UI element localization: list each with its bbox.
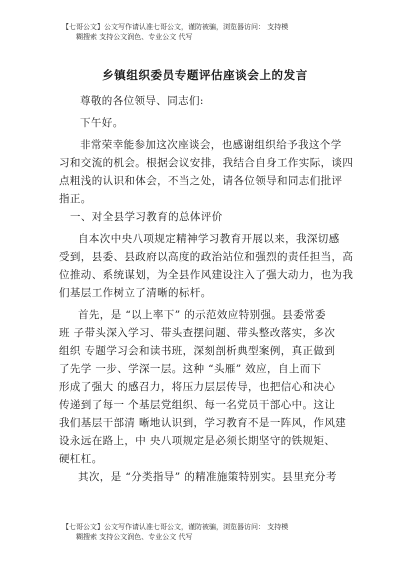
paragraph-line: 首先，是 “以上率下” 的示范效应特别强。县委常委 bbox=[78, 309, 326, 321]
section-heading: 一、对全县学习教育的总体评价 bbox=[70, 211, 223, 223]
paragraph-line: 组织 专题学习会和读书班，深刻剖析典型案例，真正做到 bbox=[59, 345, 336, 357]
paragraph-line: 形成了强大 的感召力，将压力层层传导，也把信心和决心 bbox=[59, 381, 336, 393]
document-body bbox=[59, 92, 354, 486]
paragraph-line: 自本次中央八项规定精神学习教育开展以来，我深切感 bbox=[78, 233, 340, 245]
header-line-2: 糊搜索 支持公文润色、专业公文 代写 bbox=[76, 33, 193, 41]
paragraph-line: 习和交流的机会。根据会议安排，我结合自身工作实际，谈四 bbox=[59, 157, 354, 169]
paragraph-line: 们基层工作树立了清晰的标杆。 bbox=[59, 287, 212, 299]
footer-line-2: 糊搜索 支持公文润色、专业公文 代写 bbox=[76, 533, 193, 541]
paragraph-line: 我们基层干部清 晰地认识到，学习教育不是一阵风，作风建 bbox=[59, 417, 347, 429]
paragraph-line: 设永远在路上，中 央八项规定是必须长期坚守的铁规矩、 bbox=[59, 435, 336, 447]
paragraph-line: 班 子带头深入学习、带头查摆问题、带头整改落实，多次 bbox=[59, 327, 336, 339]
paragraph-line: 指正。 bbox=[59, 193, 92, 205]
greeting: 下午好。 bbox=[80, 117, 124, 129]
page-header bbox=[62, 22, 362, 42]
paragraph-line: 受到，县委、县政府以高度的政治站位和强烈的责任担当，高 bbox=[59, 251, 354, 263]
paragraph-line: 非常荣幸能参加这次座谈会，也感谢组织给予我这个学 bbox=[80, 139, 342, 151]
salutation: 尊敬的各位领导、同志们: bbox=[80, 95, 204, 107]
paragraph-line: 位推动、系统谋划，为全县作风建设注入了强大动力，也为我 bbox=[59, 269, 354, 281]
document-title: 乡镇组织委员专题评估座谈会上的发言 bbox=[102, 68, 308, 82]
paragraph-line: 其次，是 “分类指导” 的精准施策特别实。县里充分考 bbox=[78, 471, 337, 483]
paragraph-line: 硬杠杠。 bbox=[59, 453, 103, 465]
paragraph-line: 了先学 一步、学深一层。这种 “头雁” 效应，自上而下 bbox=[59, 363, 322, 375]
header-line-1: 【七哥公文】公文写作请认准七哥公文，谨防被骗，浏览器访问： 支持模 bbox=[62, 23, 289, 31]
page-footer bbox=[62, 522, 362, 542]
paragraph-line: 点粗浅的认识和体会，不当之处，请各位领导和同志们批评 bbox=[59, 175, 343, 187]
paragraph-line: 传递到了每一 个基层党组织、每一名党员干部心中。这让 bbox=[59, 399, 336, 411]
footer-line-1: 【七哥公文】公文写作请认准七哥公文，谨防被骗，浏览器访问： 支持模 bbox=[62, 523, 289, 531]
